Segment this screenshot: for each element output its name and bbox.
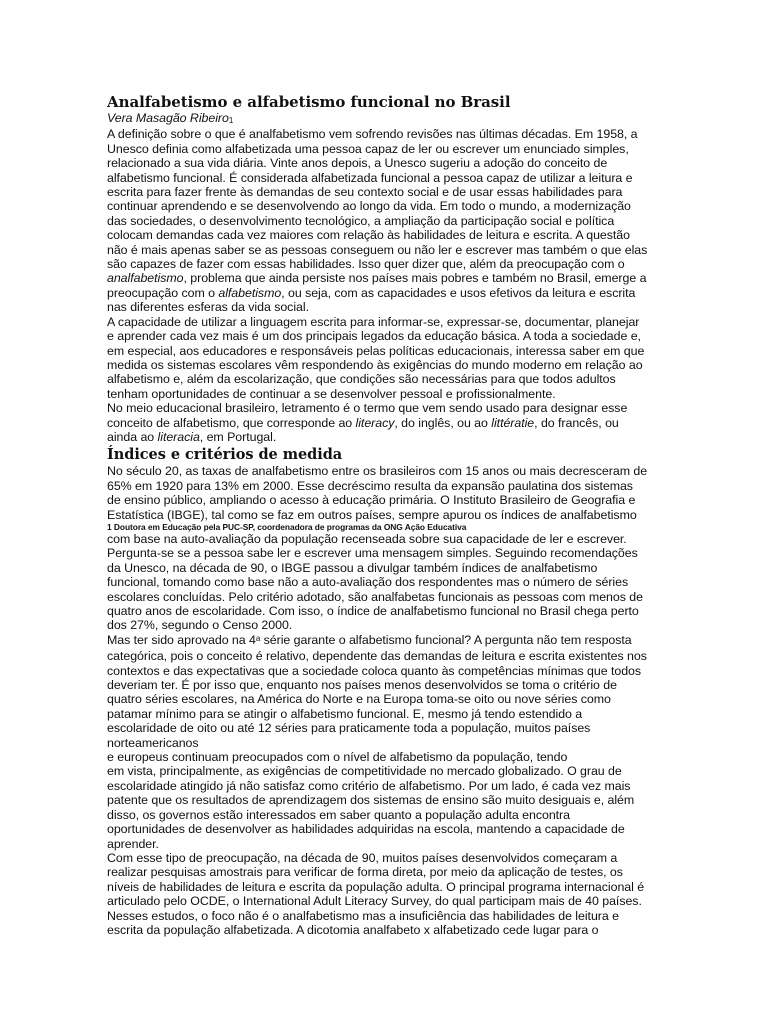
italic-term: analfabetismo xyxy=(107,271,184,286)
text-line xyxy=(107,286,637,300)
text-line: Unesco definia como alfabetizada uma pessoa capaz de ler ou escrever um enunciado simples, xyxy=(107,141,629,156)
text-line: disso, os governos estão interessados em saber quanto a população adulta encontra xyxy=(107,807,570,822)
text-line: relacionado a sua vida diária. Vinte anos depois, a Unesco sugeriu a adoção do conceito de xyxy=(107,156,608,171)
text-line: medida os sistemas escolares vêm respondendo às exigências do mundo moderno em relação ao xyxy=(107,357,643,372)
text-line: realizar pesquisas amostrais para verificar de forma direta, por meio da aplicação de testes, os xyxy=(107,865,623,880)
text-line: nas diferentes esferas da vida social. xyxy=(107,300,309,315)
text-line: escrita para fazer frente às demandas de seu contexto social e de usar essas habilidades para xyxy=(107,185,623,200)
text-run: , do inglês, ou ao xyxy=(394,415,492,430)
text-line: quatro séries escolares, na América do Norte e na Europa toma-se oito ou nove séries como xyxy=(107,692,611,707)
text-line: deveriam ter. É por isso que, enquanto nos países menos desenvolvidos se toma o critério de xyxy=(107,678,617,693)
text-line: oportunidades de desenvolver as habilidades adquiridas na escola, mantendo a capacidade de xyxy=(107,822,625,837)
text-line: Com esse tipo de preocupação, na década de 90, muitos países desenvolvidos começaram a xyxy=(107,850,618,865)
italic-term: literacy xyxy=(355,415,395,430)
text-run: série garante o alfabetismo funcional? A pergunta não tem resposta xyxy=(260,632,632,647)
italic-term: alfabetismo xyxy=(218,285,282,300)
paragraph-3 xyxy=(107,401,637,444)
text-line: A definição sobre o que é analfabetismo vem sofrendo revisões nas últimas décadas. Em 1958, a xyxy=(107,127,638,142)
text-line: No século 20, as taxas de analfabetismo entre os brasileiros com 15 anos ou mais decresceram de xyxy=(107,464,648,479)
text-line: dos 27%, segundo o Censo 2000. xyxy=(107,618,293,633)
paragraph-7 xyxy=(107,850,645,937)
author-line xyxy=(107,111,637,127)
text-run: preocupação com o xyxy=(107,285,219,300)
text-line: Pergunta-se se a pessoa sabe ler e escrever uma mensagem simples. Seguindo recomendações xyxy=(107,546,638,561)
italic-term: littératie xyxy=(491,415,535,430)
text-line: em especial, aos educadores e responsáveis pelas políticas educacionais, interessa saber em que xyxy=(107,343,645,358)
document-title: Analfabetismo e alfabetismo funcional no Brasil xyxy=(107,93,511,111)
text-line: alfabetismo e, além da escolarização, que condições são necessárias para que todos adultos xyxy=(107,372,616,387)
text-line: Estatística (IBGE), tal como se faz em outros países, sempre apurou os índices de analfabetismo xyxy=(107,507,637,522)
text-run: ainda ao xyxy=(107,429,158,444)
text-line: da Unesco, na década de 90, o IBGE passou a divulgar também índices de analfabetismo xyxy=(107,560,598,575)
text-line: níveis de habilidades de leitura e escrita da população adulta. O principal programa internacional é xyxy=(107,879,645,894)
text-line: categórica, pois o conceito é relativo, dependente das demandas de leitura e escrita existentes nos xyxy=(107,649,647,664)
paragraph-1 xyxy=(107,127,648,315)
text-line: norteamericanos xyxy=(107,735,199,750)
text-run: conceito de alfabetismo, que corresponde ao xyxy=(107,415,356,430)
text-run: , em Portugal. xyxy=(199,429,277,444)
text-line: 65% em 1920 para 13% em 2000. Esse decréscimo resulta da expansão paulatina dos sistemas xyxy=(107,478,633,493)
text-line: não é mais apenas saber se as pessoas conseguem ou não ler e escrever mas também o que elas xyxy=(107,242,648,257)
footnote: 1 Doutora em Educação pela PUC-SP, coordenadora de programas da ONG Ação Educativa xyxy=(107,521,467,532)
text-line: contextos e das expectativas que a sociedade coloca quanto às competências mínimas que todos xyxy=(107,663,642,678)
text-line: patamar mínimo para se atingir o alfabetismo funcional. E, mesmo já tendo estendido a xyxy=(107,706,583,721)
text-line: escolares concluídas. Pelo critério adotado, são analfabetas funcionais as pessoas com menos de xyxy=(107,589,643,604)
text-line: e europeus continuam preocupados com o nível de alfabetismo da população, tendo xyxy=(107,750,568,765)
text-line: em vista, principalmente, as exigências de competitividade no mercado globalizado. O grau de xyxy=(107,764,622,779)
text-line: quatro anos de escolaridade. Com isso, o índice de analfabetismo funcional no Brasil chega perto xyxy=(107,604,639,618)
text-line: colocam demandas cada vez maiores com relação às habilidades de leitura e escrita. A questão xyxy=(107,228,630,243)
text-line: continuar aprendendo e se desenvolvendo ao longo da vida. Em todo o mundo, a modernização xyxy=(107,199,631,214)
text-line: aprender. xyxy=(107,836,159,851)
text-line xyxy=(107,430,637,444)
text-line: patente que os resultados de aprendizagem dos sistemas de ensino são muito desiguais e, além xyxy=(107,793,635,808)
text-line: alfabetismo funcional. É considerada alfabetizada funcional a pessoa capaz de utilizar a leitura e xyxy=(107,170,633,185)
italic-term: literacia xyxy=(157,429,200,444)
section-heading: Índices e critérios de medida xyxy=(107,446,343,464)
text-line: das sociedades, o desenvolvimento tecnológico, a ampliação da participação social e política xyxy=(107,213,615,228)
text-line xyxy=(107,416,637,430)
text-line xyxy=(107,633,637,649)
text-run: Mas ter sido aprovado na 4 xyxy=(107,632,256,647)
text-line: A capacidade de utilizar a linguagem escrita para informar-se, expressar-se, documentar, planejar xyxy=(107,314,640,329)
paragraph-2 xyxy=(107,314,645,401)
text-line: articulado pelo OCDE, o International Adult Literacy Survey, do qual participam mais de 40 países. xyxy=(107,894,642,909)
paragraph-4-continued xyxy=(107,531,643,633)
text-line: No meio educacional brasileiro, letramento é o termo que vem sendo usado para designar esse xyxy=(107,401,628,416)
text-line: com base na auto-avaliação da população recenseada sobre sua capacidade de ler e escrever. xyxy=(107,531,627,546)
text-line: escolaridade atingido já não satisfaz como critério de alfabetismo. Por um lado, é cada vez mais xyxy=(107,778,631,793)
author-name: Vera Masagão Ribeiro xyxy=(107,111,229,125)
text-line: Nesses estudos, o foco não é o analfabetismo mas a insuficiência das habilidades de leitura e xyxy=(107,908,619,923)
text-run: , do francês, ou xyxy=(534,415,619,430)
text-line xyxy=(107,271,647,286)
paragraph-5 xyxy=(107,632,647,750)
text-line: de ensino público, ampliando o acesso à educação primária. O Instituto Brasileiro de Geografia e xyxy=(107,493,636,508)
text-line: funcional, tomando como base não a auto-avaliação dos respondentes mas o número de séries xyxy=(107,575,629,590)
text-line: e aprender cada vez mais é um dos principais legados da educação básica. A toda a sociedade e, xyxy=(107,329,641,344)
text-run: , problema que ainda persiste nos países mais pobres e também no Brasil, emerge a xyxy=(183,271,647,286)
text-line: tenham oportunidades de continuar a se desenvolver pessoal e profissionalmente. xyxy=(107,386,556,401)
paragraph-6 xyxy=(107,750,637,851)
paragraph-4 xyxy=(107,464,648,522)
text-line: são capazes de fazer com essas habilidades. Isso quer dizer que, além da preocupação com o xyxy=(107,257,625,272)
text-line: escolaridade de oito ou até 12 séries para praticamente toda a população, muitos países xyxy=(107,721,591,736)
ordinal-mark: a xyxy=(255,633,261,643)
document-page xyxy=(107,93,648,937)
text-line: escrita da população alfabetizada. A dicotomia analfabeto x alfabetizado cede lugar para o xyxy=(107,922,599,937)
text-run: , ou seja, com as capacidades e usos efetivos da leitura e escrita xyxy=(281,285,636,300)
author-footnote-mark: 1 xyxy=(228,116,234,125)
